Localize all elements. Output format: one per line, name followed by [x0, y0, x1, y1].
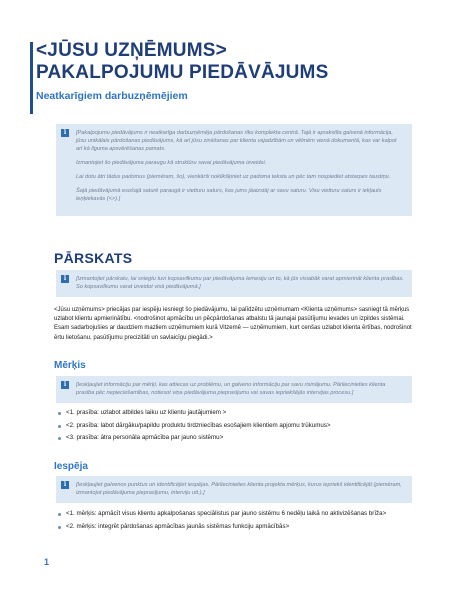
tip-paragraph: Lai dotu ātri tādus padomus (piemēram, šo), vienkārši noklikšķiniet uz padoma teksta un pēc tam nospiediet atstarpes taustiņu.: [76, 174, 391, 180]
overview-body: <Jūsu uzņēmums> priecājas par iespēju iesniegt šo piedāvājumu, lai palīdzētu uzņēmumam <Klienta uzņēmums> sasniegt tā mērķus uzlabot klientu apmierinātību. <nodrošinot apmācību un pēcpārdošanas atbalstu tā jaunajai pasūtījumu ievades un izpildes sistēmai. Esam sadarbojušies ar daudziem mazliem uzņēmumiem kurā Vitzemē — uzņēmumiem, kurt cenšas uzlabot klienta ērtības, nodrošinot ērtu lietošanu, pasūtījumu precizitāti un savlaicīgu piegādi.>: [54, 307, 412, 341]
list-item: [58, 508, 418, 521]
tip-text: [Ieskļaujiet galvenos punktus un identificējiet iespējas. Pārliecinieties klienta projekta mērķus, kurus iepriekš identificējāt (piemēram, izmantojot piedāvājuma pieprasījumu, interviju utt.).]: [76, 482, 402, 496]
intro-tip-box: [56, 124, 412, 216]
overview-heading: PĀRSKATS: [54, 250, 133, 266]
goals-list: [58, 407, 418, 445]
title-block: [36, 40, 426, 102]
list-item-text: <1. mērķis: apmācīt visus klientu apkalpošanas speciālistus par jauno sistēmu 6 nedēļu laikā no aktivizēšanas brīža>: [66, 510, 387, 517]
info-icon: i: [61, 129, 69, 137]
opportunity-heading: Iespēja: [54, 461, 88, 472]
document-subtitle: Neatkarīgiem darbuzņēmējiem: [36, 90, 188, 102]
list-item-text: <3. prasība: ātra personāla apmācība par jauno sistēmu>: [66, 434, 224, 441]
info-icon: i: [61, 481, 69, 489]
opportunity-list: [58, 508, 418, 533]
list-item: [58, 407, 418, 420]
opportunity-tip-box: [56, 476, 412, 503]
overview-tip-box: [56, 270, 412, 297]
list-item-text: <2. mērķis: integrēt pārdošanas apmācības jaunās sistēmas funkciju apmācībās>: [66, 522, 290, 530]
info-icon: i: [61, 381, 69, 389]
tip-paragraph: Izmantojiet šo piedāvājuma paraugu kā struktūru savai piedāvājuma izveidei.: [76, 160, 267, 166]
page-number: 1: [44, 557, 50, 567]
list-item-text: <2. prasība: labot dārgāku/papildu produktu tirdzniecības esošajiem klientiem apjomu trūkumus>: [66, 421, 331, 429]
bullet-icon: [58, 425, 61, 428]
list-item: [58, 432, 418, 445]
bullet-icon: [58, 412, 61, 415]
title-accent-bar: [30, 42, 33, 114]
tip-text: [Izmantojiet pārskatu, lai sniegtu tuvi kopsavilkumu par piedāvājuma lemesiju un to, kā jūs visiabāk varat apmierināt klienta prasības. So kopsavilkumu varat izveidot visā piedāvājumā.]: [76, 276, 404, 290]
company-name-title: <JŪSU UZŅĒMUMS>: [36, 40, 227, 61]
list-item: [58, 420, 418, 433]
tip-paragraph: Šajā piedāvājumā esošajā saturē paraugā ir vietturu saturs, kas jums jāaizstāj ar savu saturu. Visu vietturu saturs ir iekļauts leņķiekavās (<>).]: [76, 188, 382, 202]
goals-tip-box: [56, 376, 412, 403]
document-title: PAKALPOJUMU PIEDĀVĀJUMS: [36, 62, 329, 83]
bullet-icon: [58, 437, 61, 440]
bullet-icon: [58, 513, 61, 516]
tip-paragraph: [Pakalpojumu piedāvājums ir neatkarīga darbuzņēmēja pārdošanas rīku komplekta centrā. Tajā ir aprakstīta galvenā informācija, jūsu unikālais pārdošanas piedāvājums, kā arī jūsu zināšanas par klienta vajadzībām un vēlmēm vienā dokumentā, kas var kalpot arī kā līguma apsvērēšanas pamats.: [76, 130, 397, 152]
list-item-text: <1. prasība: uzlabot atbildes laiku uz klientu jautājumiem >: [66, 409, 227, 416]
tip-text: [Ieskļaujiet informāciju par mērķi, kas attiecas uz problēmu, un galveno informāciju par savu risinājumu. Pārliecinieties klienta prasība pēc nepieciešamības, notiesot viņa piedāvājuma pieprasījumu vai savas iepriekšējās intervijas procesu.]: [76, 382, 386, 396]
goals-heading: Mērķis: [54, 360, 86, 371]
list-item: [58, 521, 418, 534]
info-icon: i: [61, 275, 69, 283]
bullet-icon: [58, 526, 61, 529]
